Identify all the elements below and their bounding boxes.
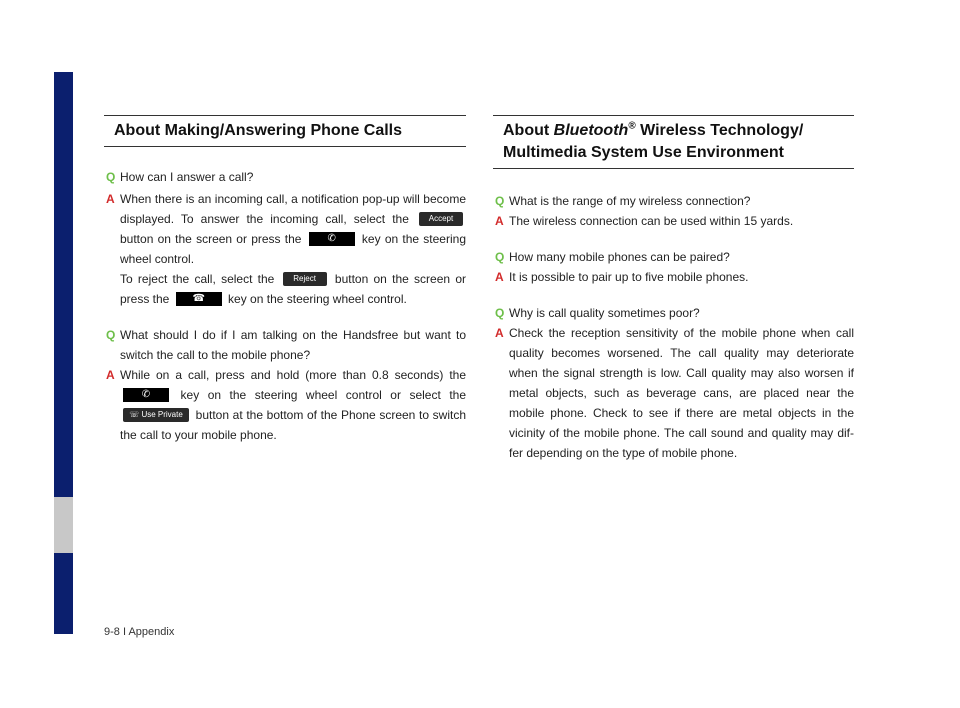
use-private-label: Use Private (141, 409, 183, 419)
answer-text: button at the bottom of the Phone screen to switch the call to your mobile phone. (120, 408, 466, 442)
answer-text: button on the screen or press the (120, 272, 466, 306)
answer-text: key on the steering wheel control. (228, 292, 407, 306)
phone-end-icon: ☎ (176, 292, 222, 306)
reject-button-image: Reject (283, 272, 327, 286)
answer-text: key on the steering wheel control or select the (180, 388, 466, 402)
question-text: How many mobile phones can be paired? (509, 250, 730, 264)
left-column (104, 115, 466, 445)
left-heading: About Making/Answering Phone Calls (104, 115, 466, 147)
q-mark: Q (495, 306, 505, 320)
answer-text: While on a call, press and hold (more than 0.8 seconds) the (120, 368, 466, 382)
q-mark: Q (106, 328, 116, 342)
a-mark: A (495, 326, 504, 340)
left-qa (104, 167, 466, 445)
question-1 (104, 167, 466, 187)
side-tab (54, 72, 73, 634)
use-private-button-image: ☏ Use Private (123, 408, 189, 422)
answer-text: When there is an incoming call, a notification pop-up will become displayed. To answer the incoming call, select the (120, 192, 466, 226)
side-tab-marker (54, 497, 73, 553)
answer-text: button on the screen or press the (120, 232, 302, 246)
right-qa (493, 191, 854, 463)
answer-1 (493, 211, 854, 231)
q-mark: Q (106, 170, 116, 184)
question-text: What should I do if I am talking on the Handsfree but want to switch the call to the mobile phone? (120, 328, 466, 362)
question-2 (493, 247, 854, 267)
answer-text: To reject the call, select the (120, 272, 275, 286)
phone-call-icon: ✆ (123, 388, 169, 402)
right-heading (493, 115, 854, 169)
registered-mark: ® (628, 120, 636, 132)
phone-call-icon: ✆ (309, 232, 355, 246)
question-1 (493, 191, 854, 211)
question-3 (493, 303, 854, 323)
answer-text: It is possible to pair up to five mobile phones. (509, 270, 749, 284)
heading-text: About (503, 122, 550, 139)
question-text: What is the range of my wireless connection? (509, 194, 751, 208)
answer-2 (493, 267, 854, 287)
question-2 (104, 325, 466, 365)
answer-text: Check the reception sensitivity of the mobile phone when call quality becomes worsened. The call quality may deteriorate when the signal strength is low. Call quality may also worsen if metal objects, such as beverage cans, are placed near the mobile phone. Check to see if there are metal objects in the vicinity of the mobile phone. The call sound and quality may dif-fer depending on the type of mobile phone. (509, 326, 854, 460)
right-column (493, 115, 854, 463)
q-mark: Q (495, 250, 505, 264)
a-mark: A (495, 270, 504, 284)
a-mark: A (495, 214, 504, 228)
answer-text: The wireless connection can be used within 15 yards. (509, 214, 794, 228)
accept-button-image: Accept (419, 212, 463, 226)
answer-3 (493, 323, 854, 463)
heading-text: Wireless Technology/ Multimedia System Use Environment (503, 122, 804, 161)
a-mark: A (106, 368, 115, 382)
answer-1 (104, 189, 466, 309)
question-text: How can I answer a call? (120, 170, 254, 184)
answer-2 (104, 365, 466, 445)
question-text: Why is call quality sometimes poor? (509, 306, 700, 320)
q-mark: Q (495, 194, 505, 208)
answer-text: key on the steering wheel control. (120, 232, 466, 266)
a-mark: A (106, 192, 115, 206)
page-footer: 9-8 I Appendix (104, 626, 175, 638)
heading-brand: Bluetooth (553, 122, 629, 139)
